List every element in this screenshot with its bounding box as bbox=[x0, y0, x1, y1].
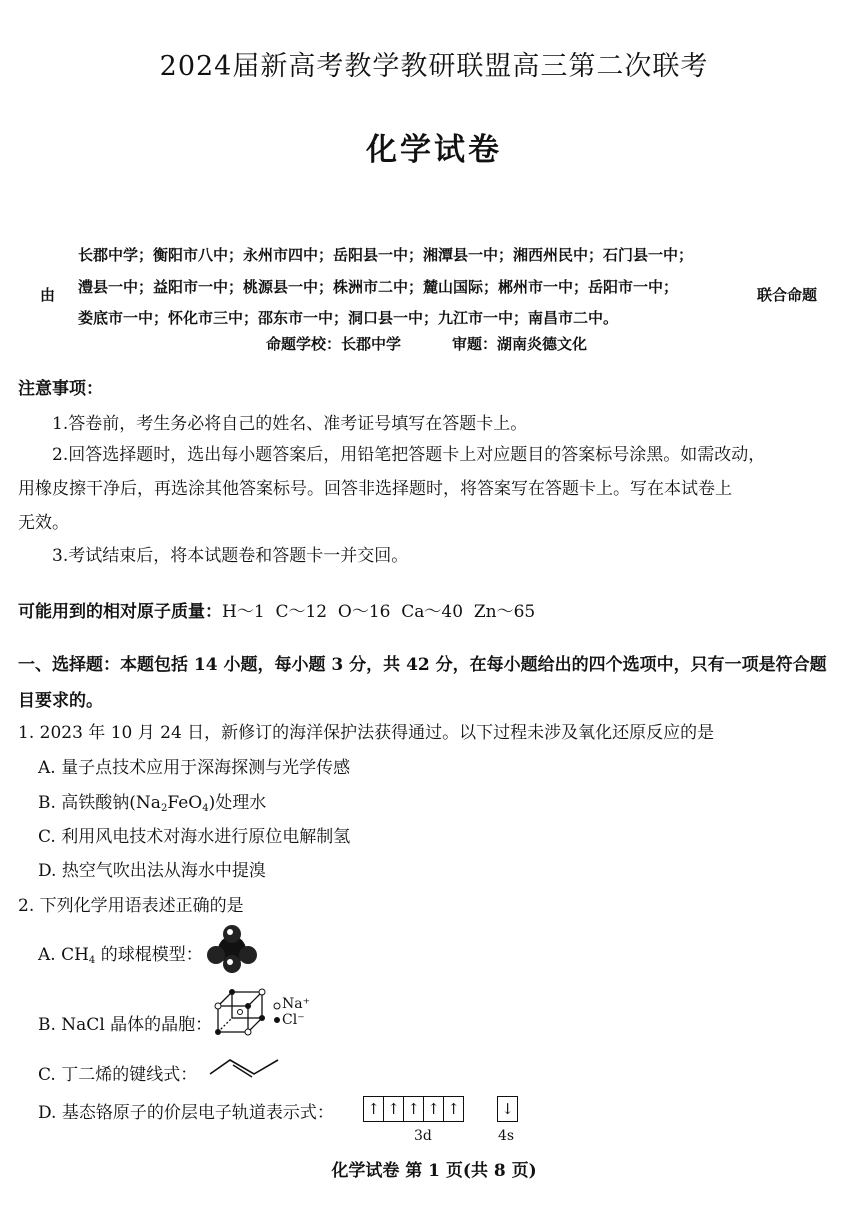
note-item-1: 1.答卷前，考生务必将自己的姓名、准考证号填写在答题卡上。 bbox=[52, 414, 528, 434]
exam-title: 2024届新高考教学教研联盟高三第二次联考 bbox=[159, 51, 709, 82]
legend-dots bbox=[272, 1000, 282, 1028]
note-item-2-line-2: 用橡皮擦干净后，再选涂其他答案标号。回答非选择题时，将答案写在答题卡上。写在本试卷上 bbox=[18, 479, 732, 499]
question-1-option-c: C. 利用风电技术对海水进行原位电解制氢 bbox=[38, 827, 351, 847]
orbital-3d-label: 3d bbox=[414, 1128, 432, 1144]
section-1-heading-cont: 目要求的。 bbox=[18, 691, 103, 711]
question-2-option-a: A. $CH_4$ 的球棍模型： bbox=[38, 945, 203, 966]
question-1-option-b: B. 高铁酸钠$(Na_2FeO_4)$处理水 bbox=[38, 793, 267, 814]
schools-line-2: 澧县一中；益阳市一中；桃源县一中；株洲市二中；麓山国际；郴州市一中；岳阳市一中； bbox=[78, 278, 679, 296]
schools-line-3: 娄底市一中；怀化市三中；邵东市一中；洞口县一中；九江市一中；南昌市二中。 bbox=[78, 309, 619, 327]
note-item-3: 3.考试结束后，将本试题卷和答题卡一并交回。 bbox=[52, 546, 409, 566]
section-1-heading: 一、选择题：本题包括 14 小题，每小题 3 分，共 42 分，在每小题给出的四个选项中，只有一项是符合题 bbox=[18, 655, 827, 675]
schools-by: 由 bbox=[40, 286, 56, 304]
legend-cl-label: Cl⁻ bbox=[282, 1012, 305, 1028]
schools-line-1: 长郡中学；衡阳市八中；永州市四中；岳阳县一中；湘潭县一中；湘西州民中；石门县一中； bbox=[78, 246, 694, 264]
reviewer: 审题：湖南炎德文化 bbox=[452, 335, 588, 353]
legend-na-label: Na⁺ bbox=[282, 996, 310, 1012]
exam-subtitle: 化学试卷 bbox=[366, 132, 502, 168]
question-1-stem: 1. 2023 年 10 月 24 日，新修订的海洋保护法获得通过。以下过程未涉及氧化还原反应的是 bbox=[18, 723, 715, 743]
atomic-mass-label: 可能用到的相对原子质量： bbox=[18, 602, 222, 622]
question-2-option-b: B. NaCl 晶体的晶胞： bbox=[38, 1015, 213, 1035]
question-2-option-c: C. 丁二烯的键线式： bbox=[38, 1065, 198, 1085]
notes-heading: 注意事项： bbox=[18, 379, 103, 399]
note-item-2-line-3: 无效。 bbox=[18, 513, 69, 533]
ch4-ball-stick-model bbox=[202, 924, 262, 976]
schools-joint: 联合命题 bbox=[757, 286, 818, 304]
nacl-unit-cell-diagram bbox=[212, 988, 272, 1036]
setter-school: 命题学校：长郡中学 bbox=[266, 335, 402, 353]
question-2-option-d: D. 基态铬原子的价层电子轨道表示式： bbox=[38, 1103, 334, 1123]
atomic-mass-values: H～1 C～12 O～16 Ca～40 Zn～65 bbox=[222, 602, 536, 622]
question-2-stem: 2. 下列化学用语表述正确的是 bbox=[18, 896, 244, 916]
orbital-4s-box: ↓ bbox=[497, 1096, 518, 1122]
question-1-option-d: D. 热空气吹出法从海水中提溴 bbox=[38, 861, 266, 881]
note-item-2-line-1: 2.回答选择题时，选出每小题答案后，用铅笔把答题卡上对应题目的答案标号涂黑。如需改动， bbox=[52, 445, 766, 465]
orbital-3d-boxes: ↑ ↑ ↑ ↑ ↑ bbox=[363, 1096, 464, 1122]
page-footer: 化学试卷 第 1 页(共 8 页) bbox=[331, 1161, 537, 1181]
orbital-4s-label: 4s bbox=[498, 1128, 515, 1144]
question-1-option-a: A. 量子点技术应用于深海探测与光学传感 bbox=[38, 758, 351, 778]
butadiene-skeletal-formula bbox=[208, 1056, 282, 1078]
